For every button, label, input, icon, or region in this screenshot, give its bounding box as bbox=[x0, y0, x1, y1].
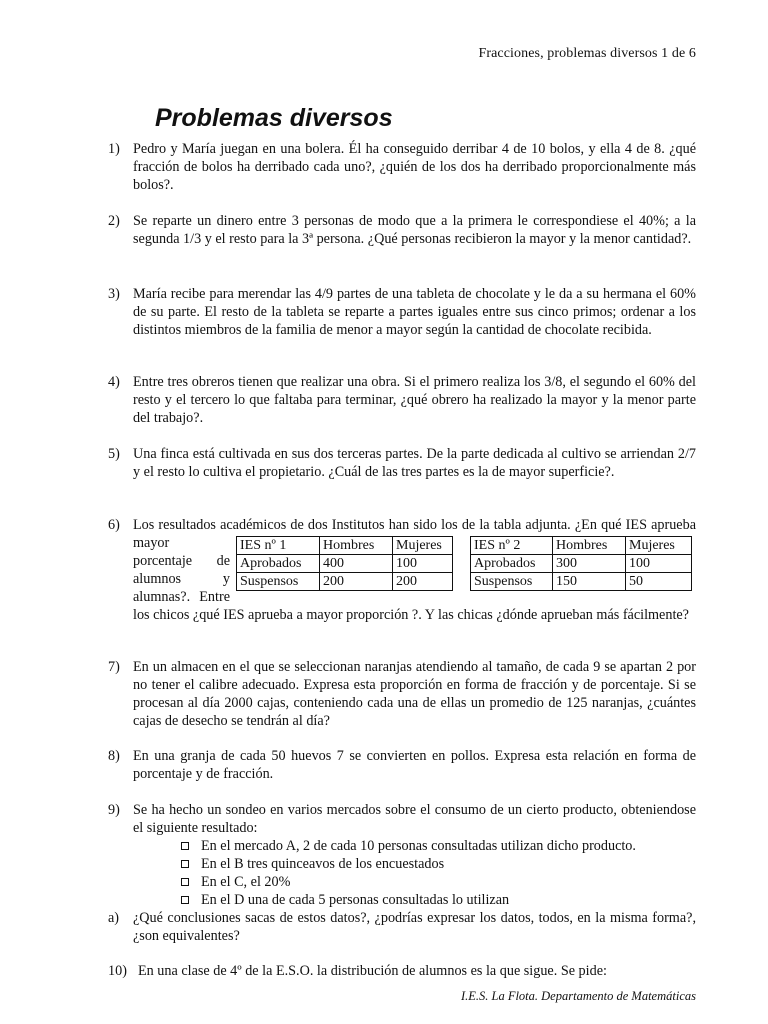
problem-text: Una finca está cultivada en sus dos terceras partes. De la parte dedicada al cultivo se arriendan 2/7 y el resto lo cultiva el propietario. ¿Cuál de las tres partes es la de mayor superficie?. bbox=[133, 446, 696, 480]
table-cell: 150 bbox=[553, 573, 626, 591]
table-cell: 100 bbox=[626, 555, 692, 573]
problem-3 bbox=[108, 285, 696, 339]
list-item-text: En el D una de cada 5 personas consultadas lo utilizan bbox=[201, 892, 510, 908]
problem-8 bbox=[108, 747, 696, 783]
problem-number: 2) bbox=[108, 213, 120, 229]
problem-number: 10) bbox=[108, 963, 127, 979]
table-cell: Suspensos bbox=[471, 573, 553, 591]
problem-text: En una granja de cada 50 huevos 7 se convierten en pollos. Expresa esta relación en forma de porcentaje y de fracción. bbox=[133, 748, 696, 782]
table-cell: Suspensos bbox=[237, 573, 320, 591]
problem-number: 5) bbox=[108, 446, 120, 462]
table-row bbox=[471, 555, 692, 573]
table-cell: Aprobados bbox=[237, 555, 320, 573]
checkbox-square-icon bbox=[181, 878, 189, 886]
table-cell: 200 bbox=[320, 573, 393, 591]
problem-text: En una clase de 4º de la E.S.O. la distribución de alumnos es la que sigue. Se pide: bbox=[138, 963, 607, 979]
checkbox-square-icon bbox=[181, 896, 189, 904]
table-cell: 300 bbox=[553, 555, 626, 573]
table-header-row bbox=[471, 537, 692, 555]
table-ies-2 bbox=[470, 536, 692, 591]
problem-number: 6) bbox=[108, 517, 120, 533]
page-title: Problemas diversos bbox=[155, 104, 393, 132]
checkbox-square-icon bbox=[181, 842, 189, 850]
problem-text: María recibe para merendar las 4/9 partes de una tableta de chocolate y le da a su hermana el 60% de su parte. El resto de la tableta se reparte a partes iguales entre sus cinco primos; ordenar a los distintos miembros de la familia de menor a mayor según la cantidad de chocolate recibida. bbox=[133, 286, 696, 338]
table-cell: 50 bbox=[626, 573, 692, 591]
table-cell: 100 bbox=[393, 555, 453, 573]
table-cell: IES nº 1 bbox=[237, 537, 320, 555]
problem-number: 8) bbox=[108, 748, 120, 764]
table-cell: Mujeres bbox=[626, 537, 692, 555]
problem-5 bbox=[108, 445, 696, 481]
problem-text: Los resultados académicos de dos Institutos han sido los de la tabla adjunta. ¿En qué IES aprueba mayor porcentaje de alumnos y alumnas?. Entre los chicos ¿qué IES aprueba a mayor proporción ?. Y las chicas ¿dónde aprueban más fácilmente? bbox=[133, 517, 696, 623]
checkbox-square-icon bbox=[181, 860, 189, 868]
page-footer: I.E.S. La Flota. Departamento de Matemáticas bbox=[460, 989, 696, 1003]
list-item bbox=[133, 837, 696, 855]
problem-number: 9) bbox=[108, 802, 120, 818]
table-cell: 200 bbox=[393, 573, 453, 591]
list-item bbox=[133, 855, 696, 873]
page-header: Fracciones, problemas diversos 1 de 6 bbox=[478, 46, 696, 61]
table-cell: Hombres bbox=[553, 537, 626, 555]
table-row bbox=[237, 573, 453, 591]
problem-6 bbox=[108, 516, 696, 624]
problem-9 bbox=[108, 801, 696, 945]
sub-question-label: a) bbox=[108, 910, 120, 926]
problem-number: 7) bbox=[108, 659, 120, 675]
list-item bbox=[133, 873, 696, 891]
table-ies-1 bbox=[236, 536, 453, 591]
table-cell: Mujeres bbox=[393, 537, 453, 555]
results-tables bbox=[236, 536, 696, 600]
problem-7 bbox=[108, 658, 696, 730]
problem-text-block bbox=[133, 516, 696, 624]
list-item-text: En el C, el 20% bbox=[201, 874, 291, 890]
problem-1 bbox=[108, 140, 696, 194]
problem-text: Pedro y María juegan en una bolera. Él ha conseguido derribar 4 de 10 bolos, y ella 4 de 8. ¿qué fracción de bolos ha derribado cada uno?, ¿quién de los dos ha derribado proporcionalmente más bolos?. bbox=[133, 141, 696, 193]
problem-number: 4) bbox=[108, 374, 120, 390]
problem-number: 3) bbox=[108, 286, 120, 302]
table-cell: 400 bbox=[320, 555, 393, 573]
problem-number: 1) bbox=[108, 141, 120, 157]
problem-text-block bbox=[108, 801, 696, 945]
list-item-text: En el B tres quinceavos de los encuestados bbox=[201, 856, 445, 872]
sub-question-text: ¿Qué conclusiones sacas de estos datos?, ¿podrías expresar los datos, todos, en la misma forma?, ¿son equivalentes? bbox=[133, 910, 696, 944]
problem-2 bbox=[108, 212, 696, 248]
problem-text: Se ha hecho un sondeo en varios mercados sobre el consumo de un cierto producto, obteniendose el siguiente resultado: bbox=[133, 802, 696, 836]
survey-results-list bbox=[133, 837, 696, 909]
problem-text: Entre tres obreros tienen que realizar una obra. Si el primero realiza los 3/8, el segundo el 60% del resto y el tercero lo que faltaba para terminar, ¿qué obrero ha realizado la mayor y la menor parte del trabajo?. bbox=[133, 374, 696, 426]
table-cell: Hombres bbox=[320, 537, 393, 555]
problem-text: Se reparte un dinero entre 3 personas de modo que a la primera le correspondiese el 40%; a la segunda 1/3 y el resto para la 3ª persona. ¿Qué personas recibieron la mayor y la menor cantidad?. bbox=[133, 213, 696, 247]
table-header-row bbox=[237, 537, 453, 555]
table-cell: IES nº 2 bbox=[471, 537, 553, 555]
table-cell: Aprobados bbox=[471, 555, 553, 573]
problem-10 bbox=[108, 962, 696, 980]
table-row bbox=[471, 573, 692, 591]
table-row bbox=[237, 555, 453, 573]
problem-text: En un almacen en el que se seleccionan naranjas atendiendo al tamaño, de cada 9 se apartan 2 por no tener el calibre adecuado. Expresa esta proporción en forma de fracción y de porcentaje. Si se procesan al día 2000 cajas, conteniendo cada una de ellas un promedio de 125 naranjas, ¿cuántes cajas de desecho se tendrán al día? bbox=[133, 659, 696, 729]
problem-4 bbox=[108, 373, 696, 427]
sub-question-a bbox=[108, 909, 696, 945]
list-item-text: En el mercado A, 2 de cada 10 personas consultadas utilizan dicho producto. bbox=[201, 838, 636, 854]
list-item bbox=[133, 891, 696, 909]
